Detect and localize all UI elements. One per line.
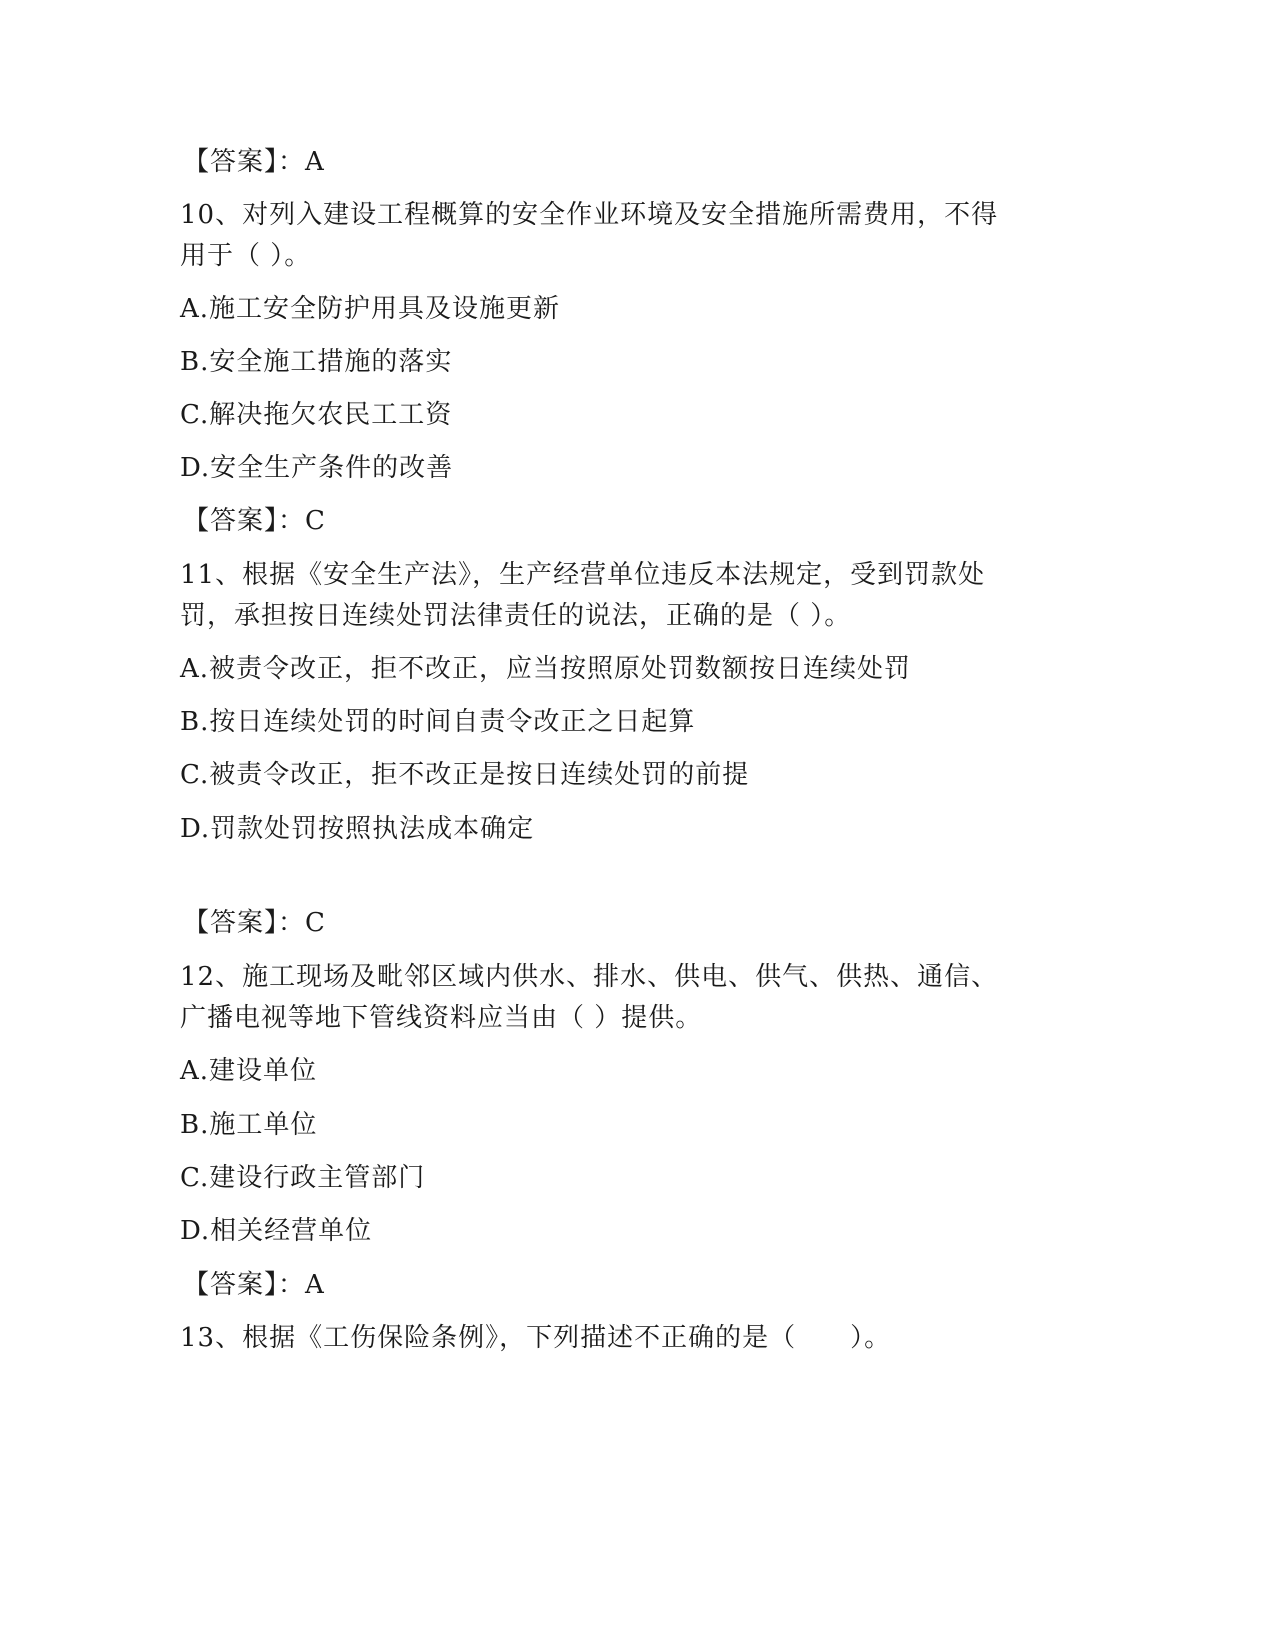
option-line: C.建设行政主管部门 bbox=[180, 1163, 426, 1193]
question-text: 广播电视等地下管线资料应当由（ ）提供。 bbox=[180, 1003, 703, 1033]
question-text: 13、根据《工伤保险条例》，下列描述不正确的是（ ）。 bbox=[180, 1323, 892, 1353]
option-line: C.解决拖欠农民工工资 bbox=[180, 400, 453, 430]
answer-line: 【答案】：C bbox=[183, 908, 326, 938]
option-line: D.相关经营单位 bbox=[180, 1216, 373, 1246]
question-text: 12、施工现场及毗邻区域内供水、排水、供电、供气、供热、通信、 bbox=[180, 962, 999, 992]
option-line: D.安全生产条件的改善 bbox=[180, 453, 454, 483]
option-line: D.罚款处罚按照执法成本确定 bbox=[180, 814, 535, 844]
option-line: A.被责令改正，拒不改正，应当按照原处罚数额按日连续处罚 bbox=[180, 654, 912, 684]
answer-line: 【答案】：C bbox=[183, 506, 326, 536]
option-line: A.建设单位 bbox=[180, 1056, 318, 1086]
option-line: C.被责令改正，拒不改正是按日连续处罚的前提 bbox=[180, 760, 750, 790]
option-line: A.施工安全防护用具及设施更新 bbox=[180, 294, 561, 324]
option-line: B.安全施工措施的落实 bbox=[180, 347, 453, 377]
question-text: 罚，承担按日连续处罚法律责任的说法，正确的是（ ）。 bbox=[180, 601, 852, 631]
question-text: 11、根据《安全生产法》，生产经营单位违反本法规定，受到罚款处 bbox=[180, 560, 986, 590]
option-line: B.施工单位 bbox=[180, 1110, 318, 1140]
answer-line: 【答案】：A bbox=[183, 147, 325, 177]
option-line: B.按日连续处罚的时间自责令改正之日起算 bbox=[180, 707, 696, 737]
question-text: 用于（ ）。 bbox=[180, 241, 312, 271]
question-text: 10、对列入建设工程概算的安全作业环境及安全措施所需费用，不得 bbox=[180, 200, 999, 230]
answer-line: 【答案】：A bbox=[183, 1270, 325, 1300]
